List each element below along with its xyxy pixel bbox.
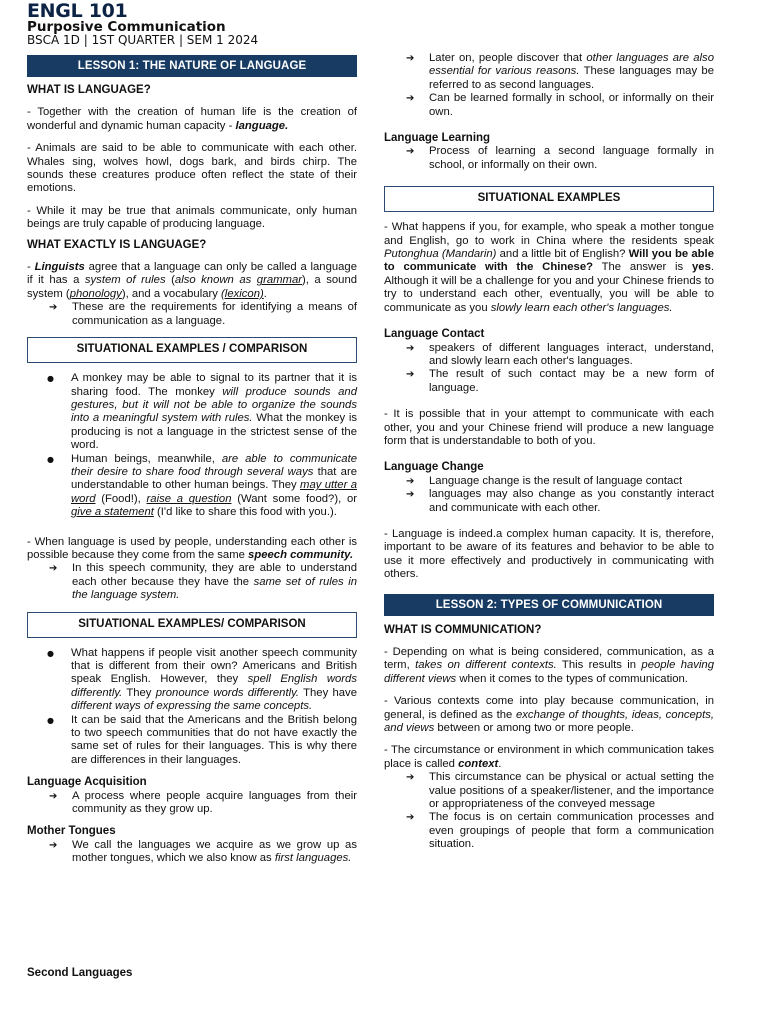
arrow-item-mother-tongues: ➔ We call the languages we acquire as we grow up as mother tongues, which we also know as first languages. [27, 839, 357, 866]
paragraph-china-example: - What happens if you, for example, who speak a mother tongue and English, go to work in China where the residents speak Putonghua (Mandarin) and a little bit of English? Will you be able to communicate with the Chinese? The answer is yes. Although it will be a challenge for you and your Chinese friends to try to understand each other, eventually, you will be able to communicate as you slowly learn each other's languages. [384, 221, 714, 314]
arrow-item-contact-result: ➔ The result of such contact may be a new form of language. [384, 368, 714, 395]
situational-comparison-box-1: SITUATIONAL EXAMPLES / COMPARISON [27, 337, 357, 363]
heading-language-contact: Language Contact [384, 328, 485, 341]
paragraph-creation: - Together with the creation of human life is the creation of wonderful and dynamic human capacity - language. [27, 106, 357, 132]
heading-what-is-communication: WHAT IS COMMUNICATION? [384, 623, 542, 636]
paragraph-depending: - Depending on what is being considered, communication, as a term, takes on different contexts. This results in people having different views when it comes to the types of communication. [384, 646, 714, 685]
bullet-americans-british: ● It can be said that the Americans and the British belong to two speech communities that do not have exactly the same set of rules for their languages. This is why there are differences in their languages. [27, 714, 357, 768]
bullet-another-community: ● What happens if people visit another speech community that is different from their own? Americans and British speak English. However, they spell English words differently. They pronounce words differently. They have different ways of expressing the same concepts. [27, 647, 357, 714]
lesson2-banner: LESSON 2: TYPES OF COMMUNICATION [384, 594, 714, 616]
heading-language-change: Language Change [384, 461, 484, 474]
paragraph-linguists: - Linguists agree that a language can only be called a language if it has a system of rules (also known as grammar), a sound system (phonology), and a vocabulary (lexicon). [27, 261, 358, 300]
paragraph-various-contexts: - Various contexts come into play because communication, in general, is defined as the exchange of thoughts, ideas, concepts, and views between or among two or more people. [384, 695, 715, 735]
paragraph-animals: - Animals are said to be able to communicate with each other. Whales sing, wolves howl, dogs bark, and birds chirp. The sounds these creatures produce often reflect the state of their emotions. [27, 142, 357, 195]
heading-what-exactly: WHAT EXACTLY IS LANGUAGE? [27, 238, 207, 251]
situational-comparison-box-2: SITUATIONAL EXAMPLES/ COMPARISON [27, 612, 357, 638]
heading-language-learning: Language Learning [384, 132, 491, 145]
arrow-item-contact-speakers: ➔ speakers of different languages interact, understand, and slowly learn each other's languages. [384, 342, 714, 369]
course-code: ENGL 101 [27, 0, 128, 22]
heading-language-acquisition: Language Acquisition [27, 776, 147, 789]
arrow-item-requirements: ➔ These are the requirements for identifying a means of communication as a language. [27, 301, 357, 328]
arrow-item-acquisition: ➔ A process where people acquire languages from their community as they grow up. [27, 790, 357, 817]
paragraph-humans-language: - While it may be true that animals communicate, only human beings are truly capable of producing language. [27, 204, 357, 231]
heading-mother-tongues: Mother Tongues [27, 825, 116, 838]
course-subject: Purposive Communication [27, 19, 226, 35]
paragraph-context: - The circumstance or environment in which communication takes place is called context. [384, 744, 714, 770]
heading-what-is-language: WHAT IS LANGUAGE? [27, 84, 151, 96]
right-column [384, 52, 714, 852]
arrow-item-circumstance: ➔ This circumstance can be physical or actual setting the value positions of a speaker/listener, and the importance or appropriateness of the conveyed message [384, 771, 714, 811]
paragraph-speech-community: - When language is used by people, understanding each other is possible because they come from the same speech community. [27, 535, 357, 561]
left-column [27, 55, 357, 866]
arrow-item-learned-formally: ➔ Can be learned formally in school, or informally on their own. [384, 92, 714, 119]
paragraph-complex-capacity: - Language is indeed.a complex human capacity. It is, therefore, important to be aware of its features and behavior to be able to use it more effectively and productively in communicating with others. [384, 527, 714, 581]
paragraph-new-language-form: - It is possible that in your attempt to communicate with each other, you and your Chinese friend will produce a new language form that is understandable to both of you. [384, 408, 714, 447]
arrow-item-change-result: ➔ Language change is the result of language contact [384, 475, 714, 488]
heading-second-languages: Second Languages [27, 967, 133, 979]
arrow-item-change-interact: ➔ languages may also change as you constantly interact and communicate with each other. [384, 488, 714, 515]
bullet-human-beings: ● Human beings, meanwhile, are able to communicate their desire to share food through several ways that are understandable to other human beings. They may utter a word (Food!), raise a question (Want some food?), or give a statement (I'd like to share this food with you.). [27, 453, 357, 520]
lesson1-banner: LESSON 1: THE NATURE OF LANGUAGE [27, 55, 357, 77]
arrow-item-speech-community: ➔ In this speech community, they are able to understand each other because they have the same set of rules in the language system. [27, 562, 357, 602]
arrow-item-focus: ➔ The focus is on certain communication processes and even groupings of people that form a communication situation. [384, 811, 714, 851]
course-meta: BSCA 1D | 1ST QUARTER | SEM 1 2024 [27, 33, 259, 47]
arrow-item-other-languages: ➔ Later on, people discover that other languages are also essential for various reasons. These languages may be referred to as second languages. [384, 52, 714, 92]
arrow-item-learning-process: ➔ Process of learning a second language formally in school, or informally on their own. [384, 145, 714, 172]
situational-examples-box: SITUATIONAL EXAMPLES [384, 186, 714, 212]
bullet-monkey: ● A monkey may be able to signal to its partner that it is sharing food. The monkey will produce sounds and gestures, but it will not be able to organize the sounds into a meaningful system with rules. What the monkey is producing is not a language in the strictest sense of the word. [27, 372, 357, 452]
